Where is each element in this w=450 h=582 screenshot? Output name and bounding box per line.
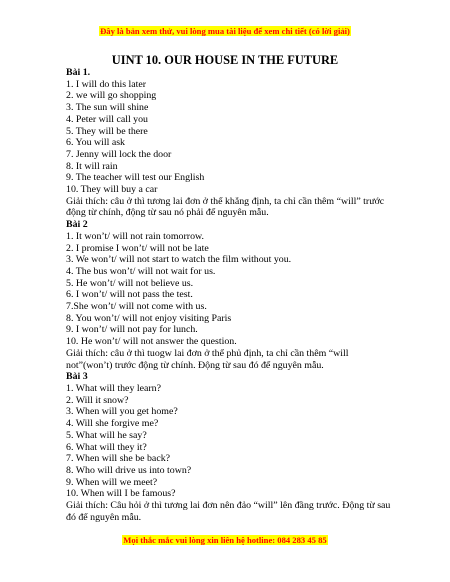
explanation-paragraph: Giải thích: câu ở thì tuogw lai đơn ở thể phủ định, ta chỉ cần thêm “will not”(won’t) trước động từ chính. Động từ sau đó để nguyên mẫu.: [66, 347, 349, 371]
answer-item: 3. When will you get home?: [66, 406, 178, 418]
answer-item: 6. What will they it?: [66, 441, 147, 453]
answer-item: 1. It won’t/ will not rain tomorrow.: [66, 230, 204, 242]
answer-item: 9. When will we meet?: [66, 476, 158, 488]
answer-item: 4. Will she forgive me?: [66, 418, 159, 430]
explanation-paragraph: Giải thích: Câu hỏi ở thì tương lai đơn nên đảo “will” lên đầng trước. Động từ sau đó để nguyên mẫu.: [66, 500, 391, 523]
top-banner-text: Đây là bản xem thử, vui lòng mua tài liệu để xem chi tiết (có lời giải): [100, 26, 350, 36]
hotline-text: Mọi thắc mắc vui lòng xin liên hệ hotline: 084 283 45 85: [123, 535, 327, 545]
answer-item: 10. When will I be famous?: [66, 488, 176, 500]
answer-item: 1. I will do this later: [66, 78, 147, 90]
answer-item: 10. He won’t/ will not answer the question.: [66, 336, 237, 348]
answer-item: 5. They will be there: [66, 125, 148, 137]
answer-item: 2. Will it snow?: [66, 394, 129, 406]
answer-item: 8. It will rain: [66, 160, 118, 172]
document-body: [66, 67, 396, 523]
bottom-banner: [0, 534, 450, 546]
answer-item: 6. I won’t/ will not pass the test.: [66, 289, 193, 301]
answer-item: 8. Who will drive us into town?: [66, 464, 192, 476]
answer-item: 9. I won’t/ will not pay for lunch.: [66, 324, 198, 336]
answer-item: 6. You will ask: [66, 137, 125, 149]
answer-item: 9. The teacher will test our English: [66, 172, 205, 184]
answer-item: 4. Peter will call you: [66, 113, 148, 125]
explanation-paragraph: Giải thích: câu ở thì tương lai đơn ở thể khẳng định, ta chỉ cần thêm “will” trước động từ chính, động từ sau nó phải để nguyên mẫu.: [66, 195, 385, 219]
section-heading: Bài 2: [66, 219, 88, 231]
answer-item: 7. Jenny will lock the door: [66, 148, 172, 160]
answer-item: 2. we will go shopping: [66, 90, 157, 102]
answer-item: 10. They will buy a car: [66, 184, 158, 196]
answer-item: 2. I promise I won’t/ will not be late: [66, 242, 209, 254]
section-heading: Bài 3: [66, 371, 88, 383]
answer-item: 5. What will he say?: [66, 429, 147, 441]
answer-item: 4. The bus won’t/ will not wait for us.: [66, 265, 216, 277]
page-title: UINT 10. OUR HOUSE IN THE FUTURE: [111, 53, 339, 67]
answer-item: 8. You won’t/ will not enjoy visiting Paris: [66, 312, 232, 324]
answer-item: 7.She won’t/ will not come with us.: [66, 301, 207, 313]
answer-item: 7. When will she be back?: [66, 453, 171, 465]
answer-item: 3. The sun will shine: [66, 102, 149, 114]
answer-item: 5. He won’t/ will not believe us.: [66, 277, 194, 289]
answer-item: 1. What will they learn?: [66, 382, 161, 394]
top-banner: [0, 25, 450, 37]
answer-item: 3. We won’t/ will not start to watch the film without you.: [66, 254, 292, 266]
section-heading: Bài 1.: [66, 67, 91, 78]
